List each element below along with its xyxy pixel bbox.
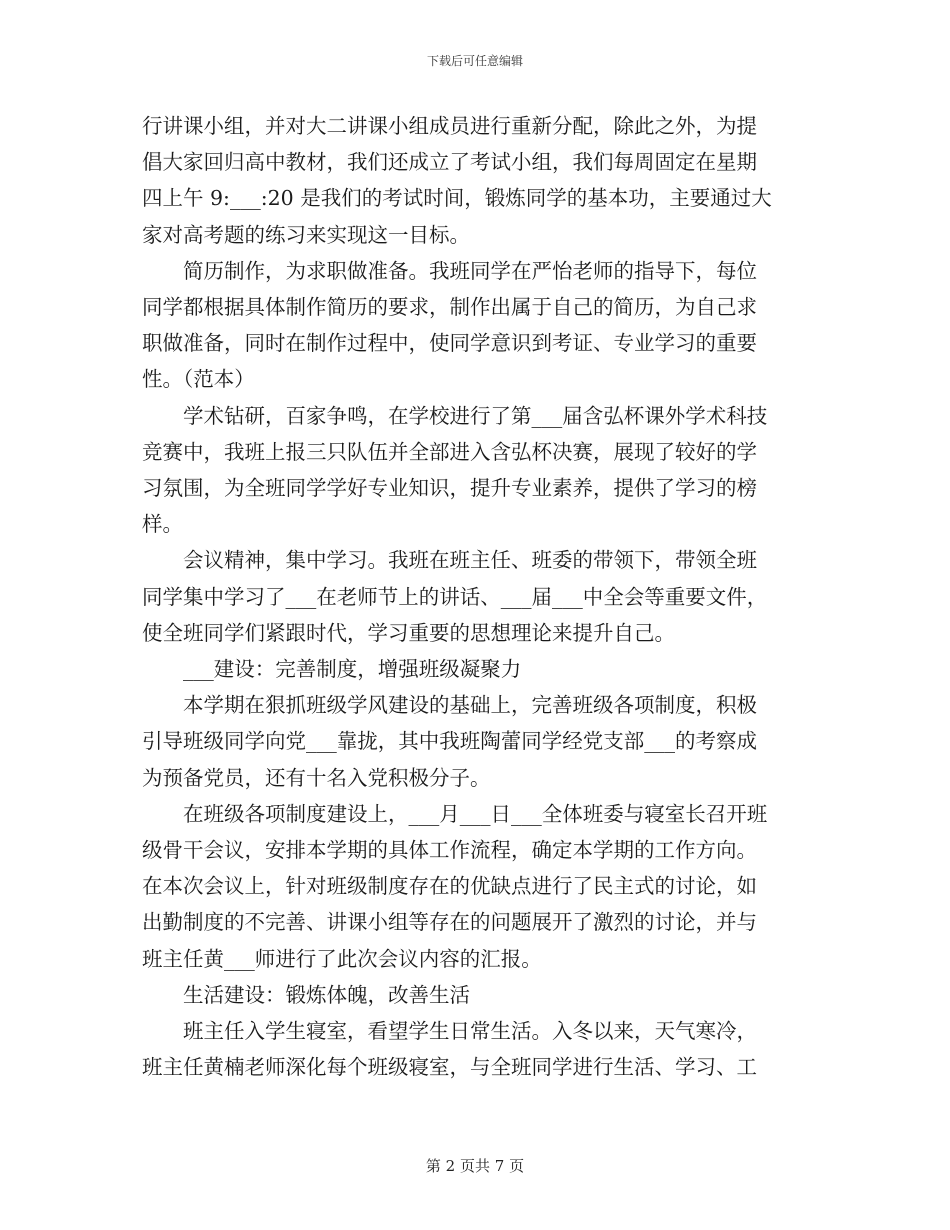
text-line: 在班级各项制度建设上，___月___日___全体班委与寝室长召开班: [183, 801, 768, 826]
text-line: ___建设：完善制度，增强班级凝聚力: [183, 657, 522, 682]
paragraph: [142, 253, 810, 398]
text-line: 为预备党员，还有十名入党积极分子。: [142, 765, 491, 790]
text-line: 样。: [142, 512, 183, 537]
text-line: 引导班级同学向党___靠拢，其中我班陶蕾同学经党支部___的考察成: [142, 729, 757, 754]
text-line: 竞赛中，我班上报三只队伍并全部进入含弘杯决赛，展现了较好的学: [142, 439, 757, 464]
text-line: 四上午 9:___:20 是我们的考试时间，锻炼同学的基本功，主要通过大: [142, 186, 772, 211]
text-line: 学术钻研，百家争鸣，在学校进行了第___届含弘杯课外学术科技: [183, 403, 768, 428]
text-line: 家对高考题的练习来实现这一目标。: [142, 222, 470, 247]
text-line: 同学集中学习了___在老师节上的讲话、___届___中全会等重要文件，: [142, 584, 768, 609]
paragraph: [142, 651, 810, 687]
text-line: 班主任黄___师进行了此次会议内容的汇报。: [142, 946, 542, 971]
text-line: 同学都根据具体制作简历的要求，制作出属于自己的简历，为自己求: [142, 295, 757, 320]
paragraph: [142, 796, 810, 977]
text-line: 班主任入学生寝室，看望学生日常生活。入冬以来，天气寒冷，: [183, 1019, 757, 1044]
text-line: 本学期在狠抓班级学风建设的基础上，完善班级各项制度，积极: [183, 693, 757, 718]
text-line: 出勤制度的不完善、讲课小组等存在的问题展开了激烈的讨论，并与: [142, 910, 757, 935]
paragraph: [142, 108, 810, 253]
paragraph: [142, 1013, 810, 1085]
text-line: 性。（范本）: [142, 367, 255, 392]
page-header: 下载后可任意编辑: [426, 54, 523, 68]
text-line: 习氛围，为全班同学学好专业知识，提升专业素养，提供了学习的榜: [142, 476, 757, 501]
text-line: 职做准备，同时在制作过程中，使同学意识到考证、专业学习的重要: [142, 331, 757, 356]
paragraph: [142, 542, 810, 651]
text-line: 行讲课小组，并对大二讲课小组成员进行重新分配，除此之外，为提: [142, 114, 757, 138]
text-line: 在本次会议上，针对班级制度存在的优缺点进行了民主式的讨论，如: [142, 874, 757, 899]
document-body: [142, 108, 810, 1085]
paragraph: [142, 687, 810, 796]
text-line: 班主任黄楠老师深化每个班级寝室，与全班同学进行生活、学习、工: [142, 1055, 757, 1080]
text-line: 会议精神，集中学习。我班在班主任、班委的带领下，带领全班: [183, 548, 757, 573]
text-line: 使全班同学们紧跟时代，学习重要的思想理论来提升自己。: [142, 620, 675, 645]
text-line: 生活建设：锻炼体魄，改善生活: [183, 982, 470, 1007]
page-footer: 第 2 页共 7 页: [425, 1157, 525, 1175]
paragraph: [142, 398, 810, 543]
text-line: 简历制作，为求职做准备。我班同学在严怡老师的指导下，每位: [183, 258, 757, 283]
paragraph: [142, 977, 810, 1013]
text-line: 级骨干会议，安排本学期的具体工作流程，确定本学期的工作方向。: [142, 838, 757, 863]
text-line: 倡大家回归高中教材，我们还成立了考试小组，我们每周固定在星期: [142, 150, 757, 175]
